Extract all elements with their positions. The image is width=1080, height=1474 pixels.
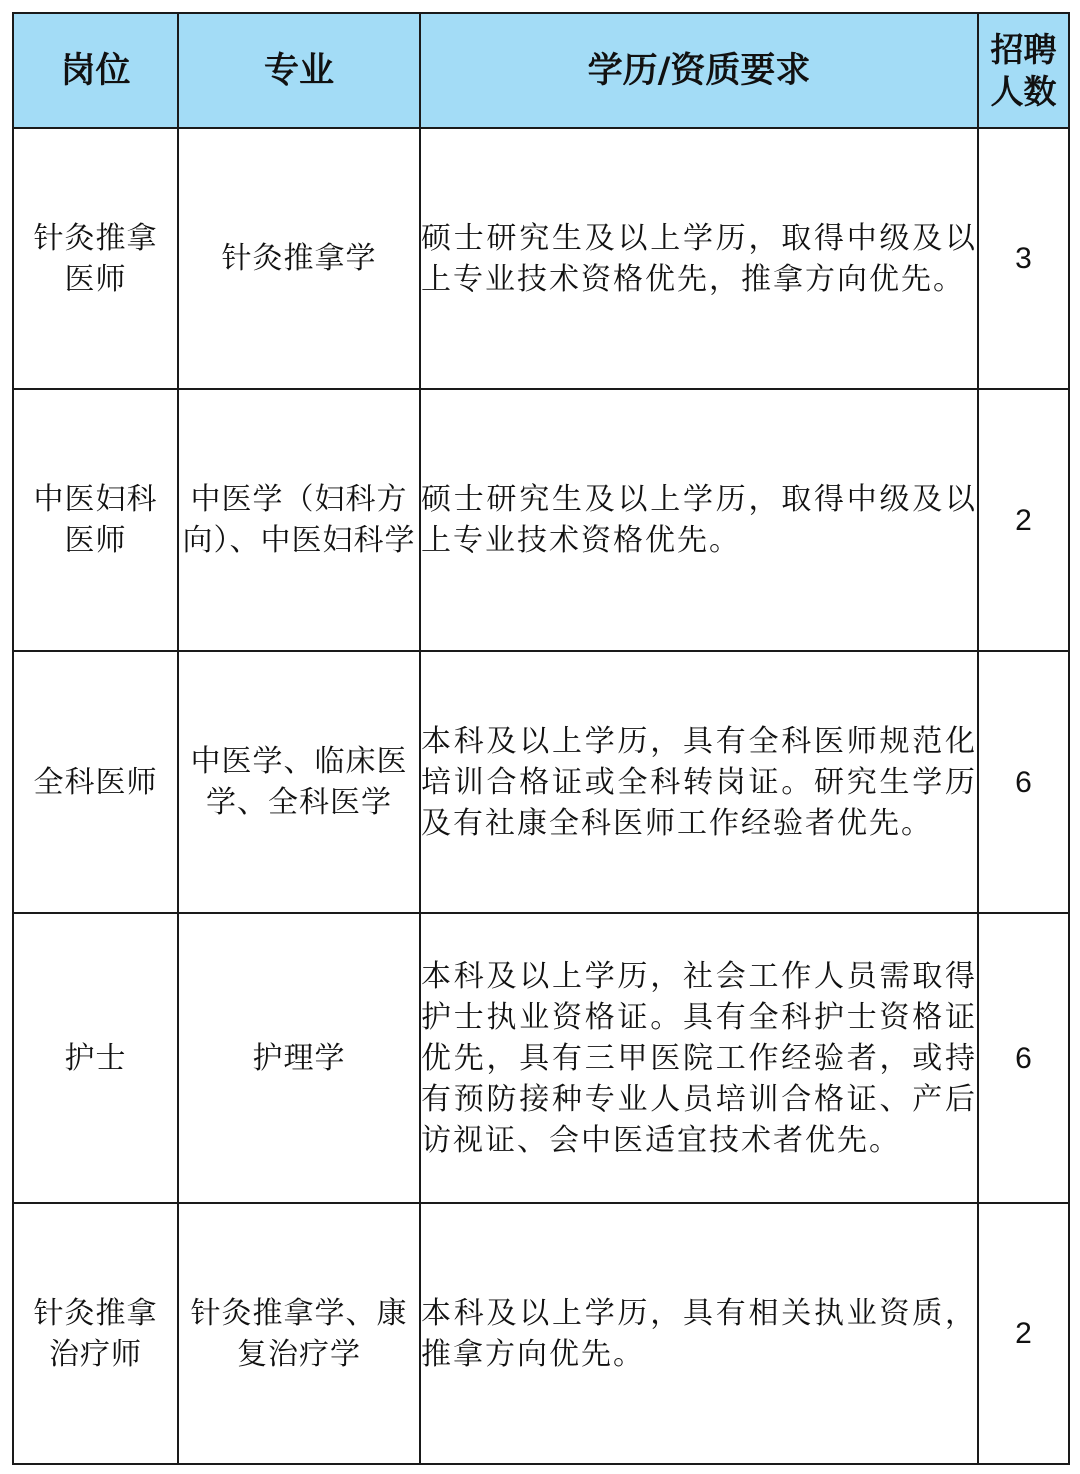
header-requirement: 学历/资质要求 xyxy=(420,13,978,128)
position-cell xyxy=(13,389,178,651)
position-text: 针灸推拿医师 xyxy=(33,220,158,297)
header-row xyxy=(13,13,1069,128)
count-cell xyxy=(978,1203,1069,1464)
major-cell xyxy=(178,913,420,1203)
count-cell xyxy=(978,389,1069,651)
position-cell xyxy=(13,1203,178,1464)
count-text: 6 xyxy=(1015,765,1032,799)
count-cell xyxy=(978,913,1069,1203)
major-text: 中医学、临床医学、全科医学 xyxy=(190,744,408,820)
table-row xyxy=(13,128,1069,389)
major-text: 针灸推拿学 xyxy=(221,241,377,276)
count-text: 6 xyxy=(1015,1041,1032,1075)
requirement-cell xyxy=(420,651,978,913)
major-text: 针灸推拿学、康复治疗学 xyxy=(190,1295,408,1372)
requirement-text: 本科及以上学历，社会工作人员需取得护士执业资格证。具有全科护士资格证优先，具有三甲医院工作经验者，或持有预防接种专业人员培训合格证、产后访视证、会中医适宜技术者优先。 xyxy=(421,958,977,1158)
requirement-cell xyxy=(420,913,978,1203)
count-text: 2 xyxy=(1015,1317,1032,1350)
requirement-text: 本科及以上学历，具有全科医师规范化培训合格证或全科转岗证。研究生学历及有社康全科医师工作经验者优先。 xyxy=(421,723,977,841)
count-text: 2 xyxy=(1015,503,1032,537)
count-cell xyxy=(978,128,1069,389)
position-text: 全科医师 xyxy=(33,764,158,800)
table-row xyxy=(13,651,1069,913)
major-cell xyxy=(178,1203,420,1464)
major-cell xyxy=(178,651,420,913)
requirement-cell xyxy=(420,128,978,389)
table-row xyxy=(13,389,1069,651)
position-text: 中医妇科医师 xyxy=(33,482,158,558)
position-cell xyxy=(13,128,178,389)
position-cell xyxy=(13,651,178,913)
major-cell xyxy=(178,389,420,651)
requirement-cell xyxy=(420,389,978,651)
requirement-text: 硕士研究生及以上学历，取得中级及以上专业技术资格优先，推拿方向优先。 xyxy=(421,220,977,297)
header-count-line1: 招聘 xyxy=(990,29,1057,69)
major-cell xyxy=(178,128,420,389)
header-count-line2: 人数 xyxy=(990,71,1057,111)
table-row xyxy=(13,913,1069,1203)
header-major: 专业 xyxy=(178,13,420,128)
position-cell xyxy=(13,913,178,1203)
recruitment-table xyxy=(12,12,1070,1465)
major-text: 护理学 xyxy=(252,1040,346,1076)
requirement-cell xyxy=(420,1203,978,1464)
requirement-text: 硕士研究生及以上学历，取得中级及以上专业技术资格优先。 xyxy=(421,482,977,558)
position-text: 针灸推拿治疗师 xyxy=(33,1295,158,1372)
count-cell xyxy=(978,651,1069,913)
major-text: 中医学（妇科方向）、中医妇科学 xyxy=(182,482,416,558)
header-count xyxy=(978,13,1069,128)
table-row xyxy=(13,1203,1069,1464)
count-text: 3 xyxy=(1015,242,1032,275)
requirement-text: 本科及以上学历，具有相关执业资质，推拿方向优先。 xyxy=(421,1295,977,1372)
header-position: 岗位 xyxy=(13,13,178,128)
position-text: 护士 xyxy=(64,1040,127,1076)
